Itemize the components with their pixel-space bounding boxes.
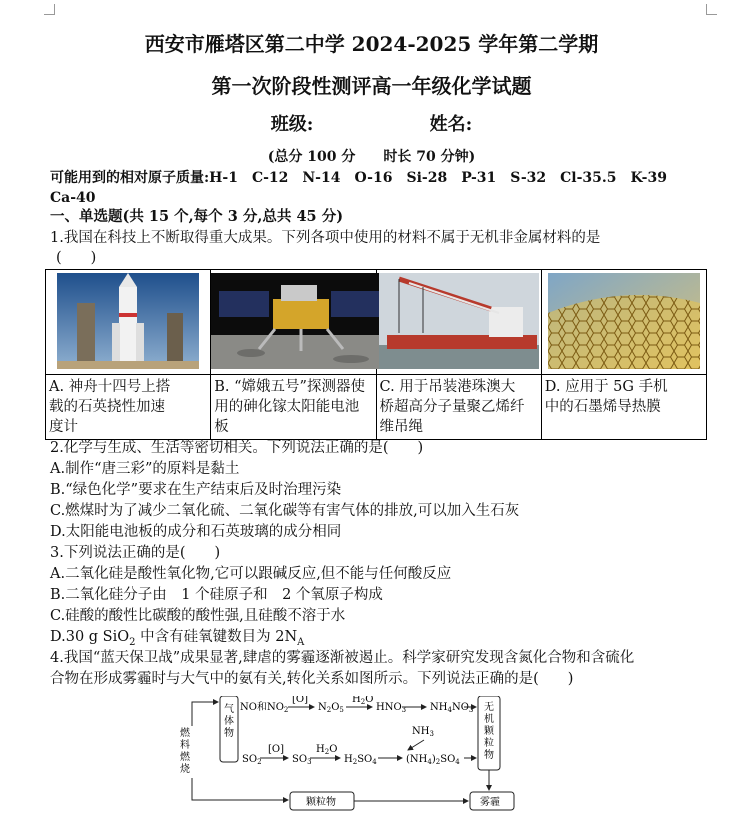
- q1-image-d: [541, 270, 706, 375]
- q1-option-b: B. “嫦娥五号”探测器使 用的砷化镓太阳能电池 板: [211, 375, 376, 440]
- q4-stem-line1: 4.我国“蓝天保卫战”成果显著,肆虐的雾霾逐渐被遏止。科学家研究发现含氮化合物和含硫化: [50, 650, 635, 666]
- conversion-diagram: [180, 696, 520, 812]
- q4-stem-line2: 合物在形成雾霾时与大气中的氨有关,转化关系如图所示。下列说法正确的是( ): [50, 671, 574, 687]
- class-name-line: [0, 110, 743, 136]
- q1-image-a: [46, 270, 211, 375]
- q1-image-b: [211, 270, 376, 375]
- n2o5-label: $N_2O_5$: [318, 702, 344, 714]
- exam-title-line1: 西安市雁塔区第二中学 2024-2025 学年第二学期: [144, 32, 599, 56]
- section-title: 一、单选题(共 15 个,每个 3 分,总共 45 分): [50, 208, 344, 225]
- inorganic-particles-label: 无机颗粒物: [484, 702, 494, 761]
- haze-label: 雾霾: [480, 797, 500, 808]
- crane-ship-image: [379, 273, 539, 369]
- no-no2-label: NO和$NO_2$: [240, 702, 289, 714]
- h2so4-label: $H_2SO_4$: [344, 754, 377, 766]
- q1-options-table: [45, 269, 707, 440]
- nh4no3-label: $NH_4NO_3$: [430, 702, 474, 714]
- q2-option-b: B.“绿色化学”要求在生产结束后及时治理污染: [50, 482, 342, 498]
- q2-option-c: C.燃煤时为了减少二氧化硫、二氧化碳等有害气体的排放,可以加入生石灰: [50, 503, 520, 519]
- gas-label: 气体物: [224, 704, 234, 739]
- exam-title-line2: 第一次阶段性测评高一年级化学试题: [211, 74, 532, 98]
- so3-label: $SO_3$: [292, 754, 312, 766]
- graphene-image: [548, 273, 700, 369]
- class-label: 班级:: [270, 114, 314, 135]
- q2-stem: 2.化学与生成、生活等密切相关。下列说法正确的是( ): [50, 440, 424, 456]
- nh3-label: $NH_3$: [412, 726, 434, 738]
- fuel-combustion-label: 燃料燃烧: [180, 728, 190, 775]
- rocket-image: [57, 273, 199, 369]
- n-water-label: $H_2O$: [352, 696, 374, 706]
- q1-bracket: ( ): [56, 250, 97, 266]
- lunar-lander-image: [211, 273, 389, 369]
- q3-option-b: B.二氧化硅分子由 1 个硅原子和 2 个氧原子构成: [50, 587, 383, 603]
- atomic-masses: [50, 168, 710, 208]
- name-label: 姓名:: [429, 114, 473, 135]
- score-time-info: (总分 100 分 时长 70 分钟): [267, 149, 476, 165]
- q3-option-c: C.硅酸的酸性比碳酸的酸性强,且硅酸不溶于水: [50, 608, 346, 624]
- q2-option-a: A.制作“唐三彩”的原料是黏土: [50, 461, 240, 477]
- atomic-masses-line2: Ca-40: [50, 190, 96, 206]
- q1-image-c: [376, 270, 541, 375]
- q1-stem: 1.我国在科技上不断取得重大成果。下列各项中使用的材料不属于无机非金属材料的是: [50, 230, 601, 246]
- q3-option-a: A.二氧化硅是酸性氧化物,它可以跟碱反应,但不能与任何酸反应: [50, 566, 452, 582]
- s-oxidation-label: [O]: [268, 744, 285, 755]
- q2-option-d: D.太阳能电池板的成分和石英玻璃的成分相同: [50, 524, 342, 540]
- hno3-label: $HNO_3$: [376, 702, 407, 714]
- s-water-label: $H_2O$: [316, 744, 338, 756]
- q3-option-d: D.30 g SiO$_2$ 中含有硅氧键数目为 $2N_A$: [50, 629, 305, 648]
- q3-stem: 3.下列说法正确的是( ): [50, 545, 221, 561]
- nh42so4-label: $(NH_4)_2SO_4$: [406, 754, 460, 766]
- q1-option-c: C. 用于吊装港珠澳大 桥超高分子量聚乙烯纤 维吊绳: [376, 375, 541, 440]
- atomic-masses-line1: 可能用到的相对原子质量:H-1 C-12 N-14 O-16 Si-28 P-31 S-32 Cl-35.5 K-39: [50, 170, 667, 186]
- crop-mark-right: [706, 4, 717, 15]
- q1-option-d: D. 应用于 5G 手机 中的石墨烯导热膜: [541, 375, 706, 440]
- q1-option-a: A. 神舟十四号上搭 载的石英挠性加速 度计: [46, 375, 211, 440]
- n-oxidation-label: [O]: [292, 696, 309, 705]
- particles-label: 颗粒物: [306, 797, 336, 808]
- crop-mark-left: [44, 4, 55, 15]
- so2-label: $SO_2$: [242, 754, 262, 766]
